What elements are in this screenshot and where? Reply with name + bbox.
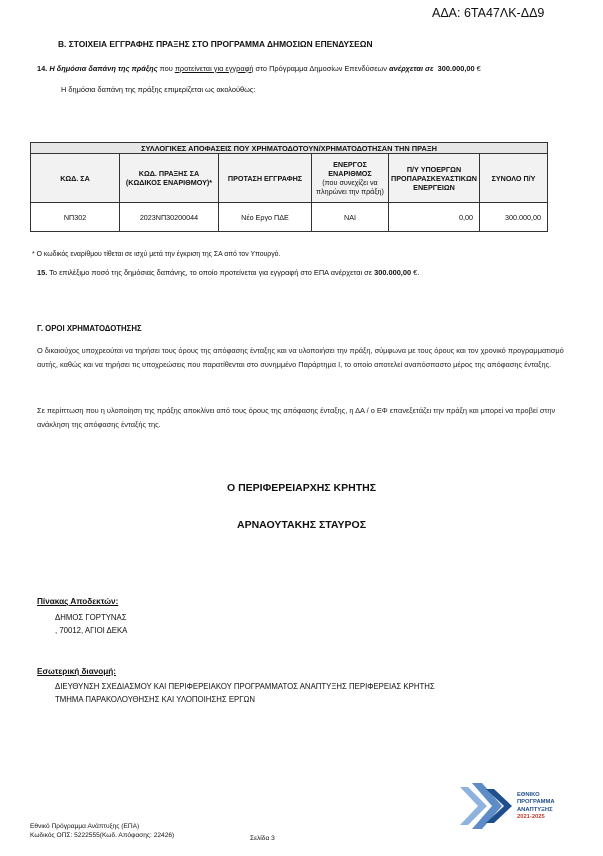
para15-number: 15. (37, 268, 48, 277)
footer-info (30, 822, 174, 840)
cell-energos: ΝΑΙ (312, 203, 389, 232)
section-g-paragraph-2: Σε περίπτωση που η υλοποίηση της πράξης αποκλίνει από τους όρους της απόφασης ένταξης, η ΔΑ / ο ΕΦ επανεξετάζει την πράξη και μπορεί να προβεί στην ανάκληση της απόφασης ένταξής της. (37, 406, 556, 429)
para14-currency: € (474, 64, 481, 73)
decisions-table (30, 142, 548, 232)
recipients-label: Πίνακας Αποδεκτών: (37, 597, 119, 606)
cell-praxis: 2023ΝΠ30200044 (120, 203, 219, 232)
recipients-list (55, 612, 127, 637)
logo-line-3: ΑΝΑΠΤΥΞΗΣ (517, 806, 553, 813)
header-sa: ΚΩΔ. ΣΑ (31, 154, 120, 203)
para14-underlined: προτείνεται για εγγραφή (174, 64, 254, 73)
table-title: ΣΥΛΛΟΓΙΚΕΣ ΑΠΟΦΑΣΕΙΣ ΠΟΥ ΧΡΗΜΑΤΟΔΟΤΟΥΝ/ΧΡΗΜΑΤΟΔΟΤΗΣΑΝ ΤΗΝ ΠΡΑΞΗ (31, 143, 548, 154)
logo-text (517, 792, 555, 821)
section-b-title: Β. ΣΤΟΙΧΕΙΑ ΕΓΓΡΑΦΗΣ ΠΡΑΞΗΣ ΣΤΟ ΠΡΟΓΡΑΜΜΑ ΔΗΜΟΣΙΩΝ ΕΠΕΝΔΥΣΕΩΝ (58, 39, 373, 49)
para15-tail: €. (411, 268, 420, 277)
para14-line2: Η δημόσια δαπάνη της πράξης επιμερίζεται ως ακολούθως: (61, 85, 256, 94)
header-py: Π/Υ ΥΠΟΕΡΓΩΝ ΠΡΟΠΑΡΑΣΚΕΥΑΣΤΙΚΩΝ ΕΝΕΡΓΕΙΩΝ (389, 154, 480, 203)
table-footnote: * Ο κωδικός εναρίθμου τίθεται σε ισχύ μετά την έγκριση της ΣΑ από τον Υπουργό. (32, 251, 281, 258)
para14-number: 14. (37, 64, 48, 73)
logo-line-4: 2021-2025 (517, 813, 545, 820)
recipient-line-2: , 70012, ΑΓΙΟΙ ΔΕΚΑ (55, 625, 128, 635)
logo-line-2: ΠΡΟΓΡΑΜΜΑ (517, 799, 555, 806)
section-g-title: Γ. ΟΡΟΙ ΧΡΗΜΑΤΟΔΟΤΗΣΗΣ (37, 324, 142, 333)
footer-line-2: Κωδικός ΟΠΣ: 5222555(Κωδ. Απόφασης: 22426) (30, 832, 175, 839)
paragraph-14 (37, 64, 481, 73)
header-total: ΣΥΝΟΛΟ Π/Υ (480, 154, 548, 203)
internal-distribution-list (55, 681, 435, 706)
para14-text-1: που (157, 64, 175, 73)
para14-bold-phrase: ανέρχεται σε (389, 64, 434, 73)
para14-text-2: στο Πρόγραμμα Δημοσίων Επενδύσεων (253, 64, 390, 73)
cell-total: 300.000,00 (480, 203, 548, 232)
recipient-line-1: ΔΗΜΟΣ ΓΟΡΤΥΝΑΣ (55, 613, 127, 622)
header-energos (312, 154, 389, 203)
cell-sa: ΝΠ302 (31, 203, 120, 232)
signatory-role: Ο ΠΕΡΙΦΕΡΕΙΑΡΧΗΣ ΚΡΗΤΗΣ (227, 482, 376, 494)
paragraph-15 (37, 268, 419, 277)
internal-line-1: ΔΙΕΥΘΥΝΣΗ ΣΧΕΔΙΑΣΜΟΥ ΚΑΙ ΠΕΡΙΦΕΡΕΙΑΚΟΥ ΠΡΟΓΡΑΜΜΑΤΟΣ ΑΝΑΠΤΥΞΗΣ ΠΕΡΙΦΕΡΕΙΑΣ ΚΡΗΤΗΣ (55, 682, 435, 691)
para15-amount: 300.000,00 (374, 268, 412, 277)
header-praxis: ΚΩΔ. ΠΡΑΞΗΣ ΣΑ (ΚΩΔΙΚΟΣ ΕΝΑΡΙΘΜΟΥ)* (120, 154, 219, 203)
internal-distribution-label: Εσωτερική διανομή: (37, 667, 117, 676)
footer-line-1: Εθνικό Πρόγραμμα Ανάπτυξης (ΕΠΑ) (30, 823, 140, 830)
para14-amount: 300.000,00 (437, 64, 475, 73)
logo-line-1: ΕΘΝΙΚΟ (517, 792, 540, 798)
cell-py: 0,00 (389, 203, 480, 232)
signatory-name: ΑΡΝΑΟΥΤΑΚΗΣ ΣΤΑΥΡΟΣ (237, 519, 366, 531)
table-row (31, 203, 548, 232)
ada-code: ΑΔΑ: 6ΤΑ47ΛΚ-ΔΔ9 (432, 6, 545, 20)
header-energos-sub: (που συνεχίζει να πληρώνει την πράξη) (316, 178, 384, 196)
page-number: Σελίδα 3 (250, 835, 275, 842)
internal-line-2: ΤΜΗΜΑ ΠΑΡΑΚΟΛΟΥΘΗΣΗΣ ΚΑΙ ΥΛΟΠΟΙΗΣΗΣ ΕΡΓΩΝ (55, 694, 256, 704)
cell-protasi: Νέο Εργο ΠΔΕ (219, 203, 312, 232)
header-energos-title: ΕΝΕΡΓΟΣ ΕΝΑΡΙΘΜΟΣ (328, 160, 372, 178)
header-protasi: ΠΡΟΤΑΣΗ ΕΓΓΡΑΦΗΣ (219, 154, 312, 203)
section-g-paragraph-1: Ο δικαιούχος υποχρεούται να τηρήσει τους όρους της απόφασης ένταξης και να υλοποιήσει την πράξη, σύμφωνα με τους όρους και τον χρονικό προγραμματισμό αυτής, καθώς και να τηρήσει τις υποχρεώσεις που παρατίθενται στο συνημμένο Παράρτημα Ι, το οποίο αποτελεί αναπόσπαστο μέρος της απόφασης ένταξης. (37, 346, 564, 369)
para14-lead: Η δημόσια δαπάνη της πράξης (49, 64, 158, 73)
para15-text: Το επιλέξιμο ποσό της δημόσιας δαπάνης, το οποίο προτείνεται για εγγραφή στο ΕΠΑ ανέρχεται σε (47, 268, 375, 277)
